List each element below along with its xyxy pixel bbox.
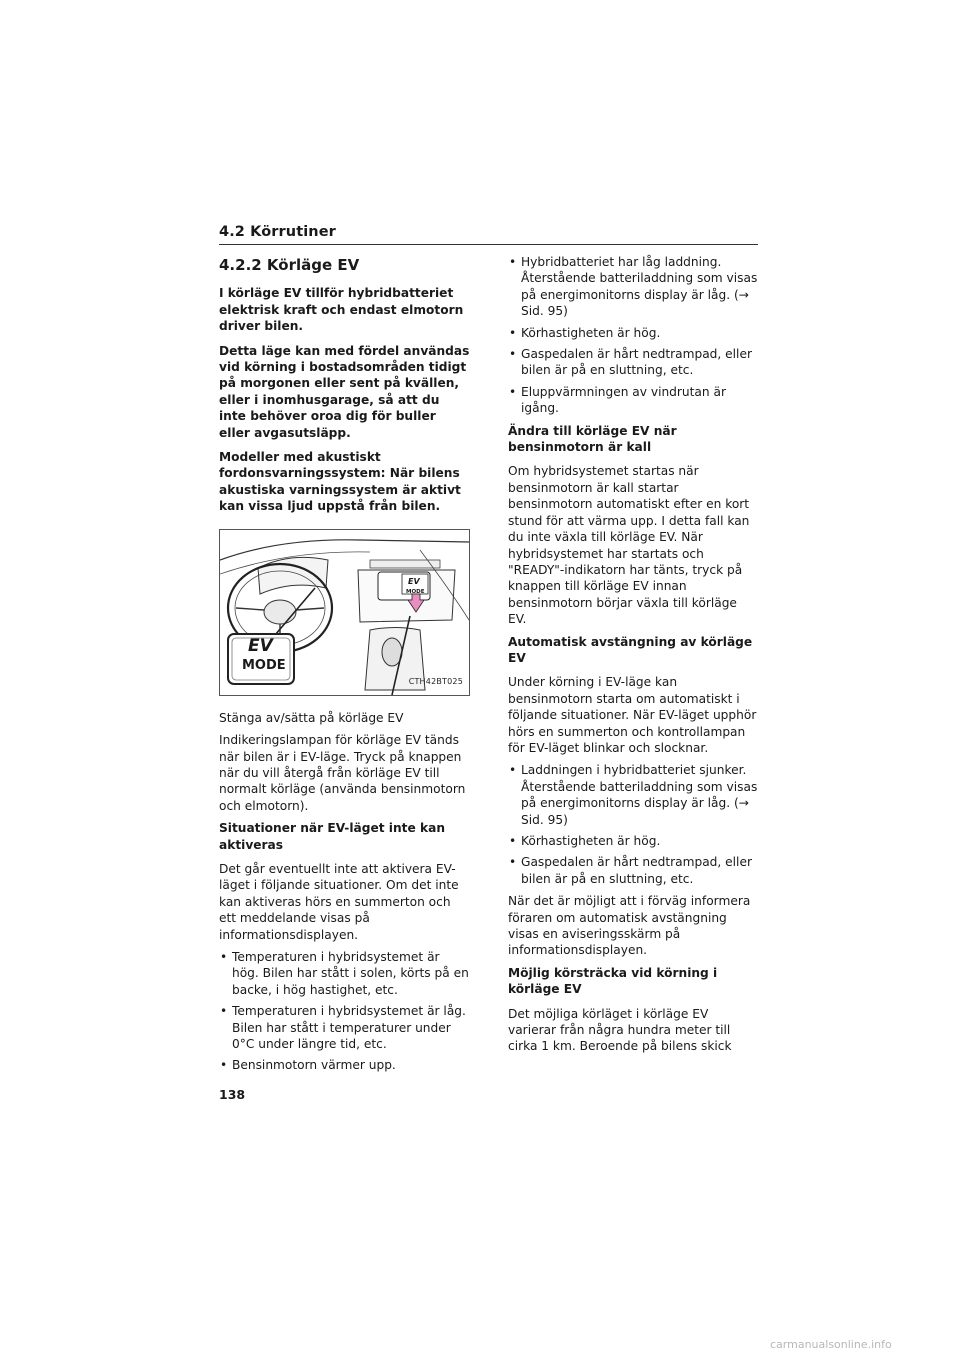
range-paragraph: Det möjliga körläget i körläge EV varierar från några hundra meter till cirka 1 km. Beroende på bilens skick xyxy=(508,1006,732,1054)
list-item: • Eluppvärmningen av vindrutan är igång. xyxy=(508,384,758,417)
auto-off-heading: Automatisk avstängning av körläge EV xyxy=(508,634,753,665)
list-item: • Gaspedalen är hårt nedtrampad, eller bilen är på en sluttning, etc. xyxy=(508,854,758,887)
ev-mode-illustration xyxy=(219,529,470,696)
list-item: • Temperaturen i hybridsystemet är låg. Bilen har stått i temperaturer under 0°C under längre tid, etc. xyxy=(219,1003,470,1052)
list-item: • Hybridbatteriet har låg laddning. Återstående batteriladdning som visas på energimonitorns display är låg. (→ Sid. 95) xyxy=(508,254,758,320)
intro-paragraph-1: I körläge EV tillför hybridbatteriet elektrisk kraft och endast elmotorn driver bilen. xyxy=(219,286,464,334)
list-item: • Gaspedalen är hårt nedtrampad, eller bilen är på en sluttning, etc. xyxy=(508,346,758,379)
ev-mode-button-small-label-2: MODE xyxy=(406,588,425,595)
page-header xyxy=(219,224,758,245)
cold-engine-paragraph: Om hybridsystemet startas när bensinmotorn är kall startar bensinmotorn automatiskt efter en kort stund för att värma upp. I detta fall kan du inte växla till körläge EV. När hybridsystemet har startats och "READY"-indikatorn har tänts, tryck på knappen till körläge EV innan bensinmotorn börjar växla till körläge EV. xyxy=(508,464,750,627)
ev-mode-button-large-label-1: EV xyxy=(248,635,273,656)
left-column xyxy=(219,254,470,1080)
situations-heading: Situationer när EV-läget inte kan aktiveras xyxy=(219,821,445,852)
list-item: • Körhastigheten är hög. xyxy=(508,325,758,341)
ev-mode-button-small-label-1: EV xyxy=(408,576,420,586)
list-item: • Bensinmotorn värmer upp. xyxy=(219,1057,470,1073)
page-number: 138 xyxy=(219,1087,246,1102)
situations-paragraph: Det går eventuellt inte att aktivera EV-läget i följande situationer. Om det inte kan aktiveras hörs en summerton och ett meddelande visas på informationsdisplayen. xyxy=(219,861,459,942)
situations-list xyxy=(219,949,470,1074)
inform-paragraph: När det är möjligt att i förväg informera föraren om automatisk avstängning visas en aviseringsskärm på informationsdisplayen. xyxy=(508,894,751,958)
situations-list-continued xyxy=(508,254,758,417)
list-item: • Körhastigheten är hög. xyxy=(508,833,758,849)
range-heading: Möjlig körsträcka vid körning i körläge EV xyxy=(508,965,718,997)
figure-caption: Stänga av/sätta på körläge EV xyxy=(219,710,404,725)
figure-code: CTH42BT025 xyxy=(408,677,463,687)
watermark: carmanualsonline.info xyxy=(770,1338,892,1351)
ev-mode-button-large-label-2: MODE xyxy=(242,657,286,673)
section-title: 4.2.2 Körläge EV xyxy=(219,256,360,274)
right-column xyxy=(508,254,758,1061)
intro-paragraph-3: Modeller med akustiskt fordonsvarningssystem: När bilens akustiska varningssystem är aktivt kan vissa ljud uppstå från bilen. xyxy=(219,450,461,514)
auto-off-list xyxy=(508,762,758,887)
list-item: • Laddningen i hybridbatteriet sjunker. Återstående batteriladdning som visas på energimonitorns display är låg. (→ Sid. 95) xyxy=(508,762,758,828)
list-item: • Temperaturen i hybridsystemet är hög. Bilen har stått i solen, körts på en backe, i hög hastighet, etc. xyxy=(219,949,470,998)
intro-paragraph-2: Detta läge kan med fördel användas vid körning i bostadsområden tidigt på morgonen eller sent på kvällen, eller i inomhusgarage, så att du inte behöver oroa dig för buller eller avgasutsläpp. xyxy=(219,343,470,440)
cold-engine-heading: Ändra till körläge EV när bensinmotorn är kall xyxy=(508,423,677,455)
header-title: 4.2 Körrutiner xyxy=(219,224,336,240)
indicator-paragraph: Indikeringslampan för körläge EV tänds när bilen är i EV-läge. Tryck på knappen när du vill återgå från körläge EV till normalt körläge (använda bensinmotorn och elmotorn). xyxy=(219,733,466,813)
auto-off-paragraph: Under körning i EV-läge kan bensinmotorn starta om automatiskt i följande situationer. När EV-läget upphör hörs en summerton och kontrollampan för EV-läget blinkar och slocknar. xyxy=(508,675,757,755)
